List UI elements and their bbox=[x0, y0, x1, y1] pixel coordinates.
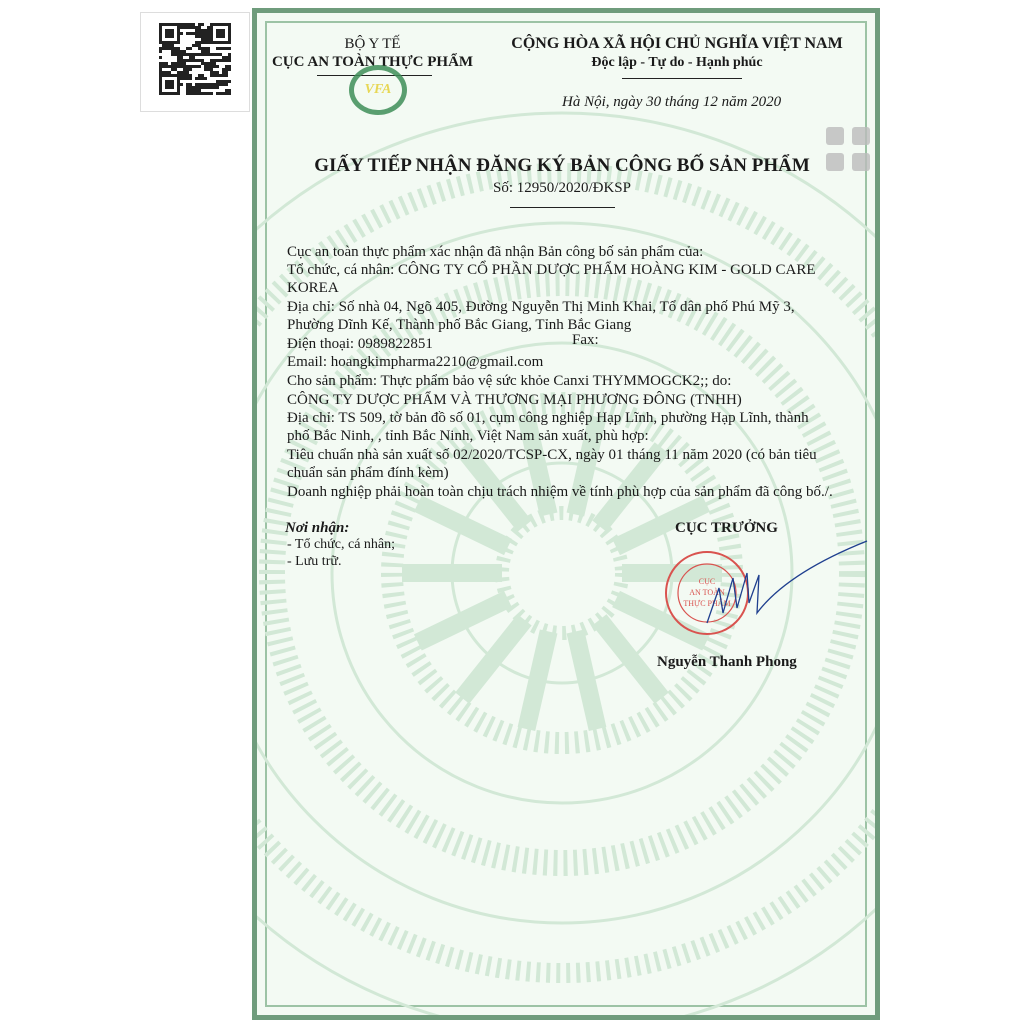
body-line: phố Bắc Ninh, , tỉnh Bắc Ninh, Việt Nam sản xuất, phù hợp: bbox=[287, 428, 649, 444]
stamp-line: AN TOÀN bbox=[689, 588, 725, 597]
overlay-square bbox=[826, 127, 844, 145]
body-line: Cục an toàn thực phẩm xác nhận đã nhận Bản công bố sản phẩm của: bbox=[287, 244, 704, 260]
logo-text: VFA bbox=[364, 82, 392, 97]
body-line: Tiêu chuẩn nhà sản xuất số 02/2020/TCSP-CX, ngày 01 tháng 11 năm 2020 (có bản tiêu bbox=[287, 447, 817, 463]
document-title: GIẤY TIẾP NHẬN ĐĂNG KÝ BẢN CÔNG BỐ SẢN PHẨM bbox=[314, 155, 810, 176]
overlay-square bbox=[852, 127, 870, 145]
stamp-line: CỤC bbox=[698, 577, 716, 586]
body-line: chuẩn sản phẩm đính kèm) bbox=[287, 465, 449, 481]
qr-code bbox=[140, 12, 250, 112]
place-date: Hà Nội, ngày 30 tháng 12 năm 2020 bbox=[562, 94, 782, 110]
recipient-item: - Lưu trữ. bbox=[287, 554, 342, 569]
watermark-ring bbox=[502, 513, 622, 633]
fax-label: Fax: bbox=[572, 332, 599, 348]
divider bbox=[622, 78, 742, 79]
overlay-square bbox=[852, 153, 870, 171]
watermark-star-ray bbox=[418, 504, 508, 547]
agency-name: CỤC AN TOÀN THỰC PHẨM bbox=[271, 54, 474, 70]
divider bbox=[510, 207, 615, 208]
ministry-name: BỘ Y TẾ bbox=[344, 36, 401, 52]
qr-code-icon bbox=[159, 23, 231, 95]
body-line: Địa chỉ: Số nhà 04, Ngõ 405, Đường Nguyễn Thị Minh Khai, Tổ dân phố Phú Mỹ 3, bbox=[287, 299, 795, 315]
watermark-star-ray bbox=[526, 631, 548, 728]
body-line: KOREA bbox=[287, 280, 339, 296]
body-line: Doanh nghiệp phải hoàn toàn chịu trách nhiệm về tính phù hợp của sản phẩm đã công bố./. bbox=[287, 484, 833, 500]
watermark-star-ray bbox=[462, 620, 524, 698]
body-line: Phường Dĩnh Kế, Thành phố Bắc Giang, Tỉnh Bắc Giang bbox=[287, 317, 632, 333]
recipient-item: - Tổ chức, cá nhân; bbox=[287, 537, 396, 552]
overlay-square bbox=[826, 153, 844, 171]
body-line: Email: hoangkimpharma2210@gmail.com bbox=[287, 354, 544, 370]
signer-name: Nguyễn Thanh Phong bbox=[657, 654, 797, 670]
body-line: CÔNG TY DƯỢC PHẨM VÀ THƯƠNG MẠI PHƯƠNG ĐÔNG (TNHH) bbox=[287, 392, 742, 408]
watermark-star-ray bbox=[418, 599, 508, 642]
republic-name: CỘNG HÒA XÃ HỘI CHỦ NGHĨA VIỆT NAM bbox=[511, 35, 843, 52]
stamp-line: THỰC PHẨM bbox=[683, 599, 731, 608]
watermark-star-ray bbox=[599, 620, 661, 698]
document-number: Số: 12950/2020/ĐKSP bbox=[493, 180, 631, 196]
watermark-star-ray bbox=[575, 631, 597, 728]
body-line: Điện thoại: 0989822851 bbox=[287, 336, 433, 352]
certificate-document bbox=[252, 8, 880, 1020]
handwritten-signature bbox=[697, 533, 877, 643]
vfa-logo bbox=[349, 65, 407, 115]
recipients-heading: Nơi nhận: bbox=[285, 520, 350, 536]
body-line: Tổ chức, cá nhân: CÔNG TY CỔ PHẦN DƯỢC PHẨM HOÀNG KIM - GOLD CARE bbox=[287, 262, 816, 278]
motto: Độc lập - Tự do - Hạnh phúc bbox=[591, 55, 763, 70]
body-line: Địa chỉ: TS 509, tờ bản đồ số 01, cụm công nghiệp Hạp Lĩnh, phường Hạp Lĩnh, thành bbox=[287, 410, 809, 426]
signer-title: CỤC TRƯỞNG bbox=[675, 520, 778, 536]
body-line: Cho sản phẩm: Thực phẩm bảo vệ sức khỏe Canxi THYMMOGCK2;; do: bbox=[287, 373, 732, 389]
